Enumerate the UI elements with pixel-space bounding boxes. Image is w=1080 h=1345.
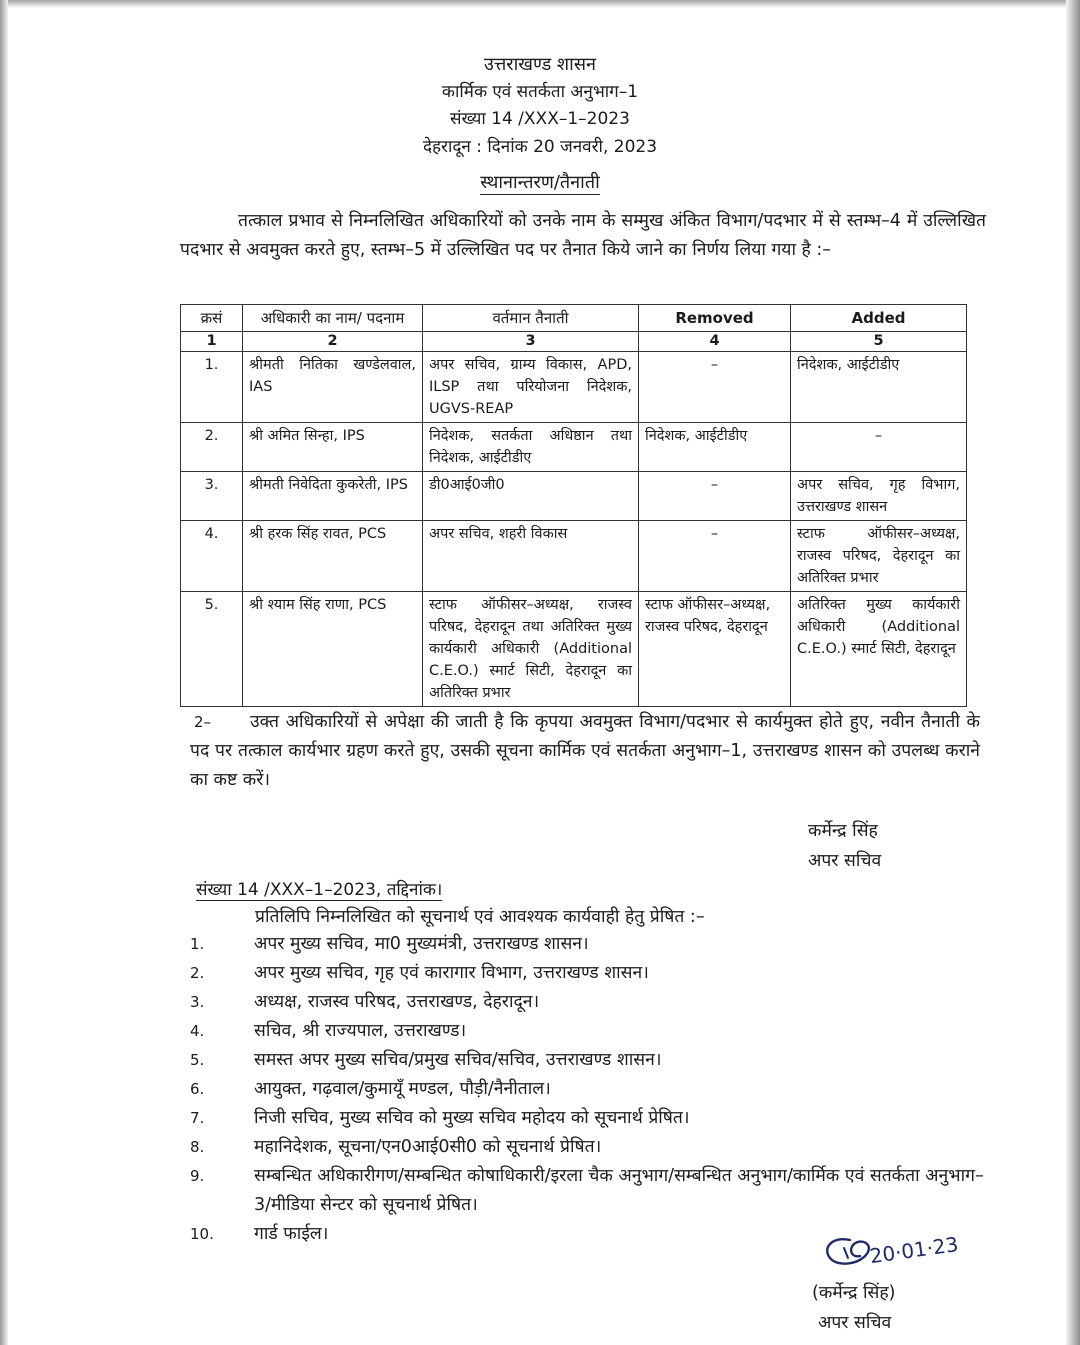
col-number: 4 bbox=[639, 332, 791, 352]
cell-officer-name: श्री हरक सिंह रावत, PCS bbox=[243, 521, 423, 592]
list-item-number: 7. bbox=[190, 1109, 205, 1127]
list-item bbox=[190, 959, 990, 988]
page-shadow-right bbox=[1066, 0, 1080, 1345]
cell-added: अतिरिक्त मुख्य कार्यकारी अधिकारी (Additional C.E.O.) स्मार्ट सिटी, देहरादून bbox=[791, 592, 967, 707]
paragraph-2-text: उक्त अधिकारियों से अपेक्षा की जाती है कि कृपया अवमुक्त विभाग/पदभार से कार्यमुक्त होते हुए, नवीन तैनाती के पद पर तत्काल कार्यभार ग्रहण करते हुए, उसकी सूचना कार्मिक एवं सतर्कता अनुभाग–1, उत्तराखण्ड शासन को उपलब्ध कराने का कष्ट करें। bbox=[190, 712, 980, 790]
cell-added: अपर सचिव, गृह विभाग, उत्तराखण्ड शासन bbox=[791, 472, 967, 521]
list-item bbox=[190, 988, 990, 1017]
cell-current-posting: अपर सचिव, ग्राम्य विकास, APD, ILSP तथा परियोजना निदेशक, UGVS-REAP bbox=[423, 352, 639, 423]
col-number: 3 bbox=[423, 332, 639, 352]
list-item-text: अपर मुख्य सचिव, गृह एवं कारागार विभाग, उत्तराखण्ड शासन। bbox=[254, 963, 649, 983]
col-number: 5 bbox=[791, 332, 967, 352]
list-item-text: महानिदेशक, सूचना/एन0आई0सी0 को सूचनार्थ प्रेषित। bbox=[254, 1137, 602, 1157]
list-item bbox=[190, 1133, 990, 1162]
list-item-number: 9. bbox=[190, 1167, 205, 1185]
list-item bbox=[190, 1104, 990, 1133]
copy-intro: प्रतिलिपि निम्नलिखित को सूचनार्थ एवं आवश्यक कार्यवाही हेतु प्रेषित :– bbox=[255, 907, 705, 927]
list-item-text: अध्यक्ष, राजस्व परिषद, उत्तराखण्ड, देहरादून। bbox=[254, 992, 540, 1012]
cell-current-posting: निदेशक, सतर्कता अधिष्ठान तथा निदेशक, आईटीडीए bbox=[423, 423, 639, 472]
cell-removed: – bbox=[639, 472, 791, 521]
list-item-text: सचिव, श्री राज्यपाल, उत्तराखण्ड। bbox=[254, 1021, 467, 1041]
table-row bbox=[181, 521, 967, 592]
cell-added: निदेशक, आईटीडीए bbox=[791, 352, 967, 423]
list-item-text: अपर मुख्य सचिव, मा0 मुख्यमंत्री, उत्तराखण्ड शासन। bbox=[254, 934, 589, 954]
copy-reference-text: संख्या 14 /XXX–1–2023, तद्दिनांक। bbox=[196, 880, 443, 900]
list-item-number: 3. bbox=[190, 993, 205, 1011]
cell-added: – bbox=[791, 423, 967, 472]
col-header-name: अधिकारी का नाम/ पदनाम bbox=[243, 305, 423, 332]
cell-added: स्टाफ ऑफीसर–अध्यक्ष, राजस्व परिषद, देहरादून का अतिरिक्त प्रभार bbox=[791, 521, 967, 592]
header-government: उत्तराखण्ड शासन bbox=[483, 54, 596, 75]
signatory-name-2: (कर्मेन्द्र सिंह) bbox=[812, 1283, 896, 1303]
table-row bbox=[181, 592, 967, 707]
col-header-added: Added bbox=[791, 305, 967, 332]
list-item-text: निजी सचिव, मुख्य सचिव को मुख्य सचिव महोदय को सूचनार्थ प्रेषित। bbox=[254, 1108, 690, 1128]
signatory-designation-2: अपर सचिव bbox=[818, 1313, 892, 1333]
posting-table bbox=[180, 304, 967, 707]
cell-sno: 2. bbox=[181, 423, 243, 472]
cell-sno: 1. bbox=[181, 352, 243, 423]
cell-officer-name: श्रीमती निवेदिता कुकरेती, IPS bbox=[243, 472, 423, 521]
cell-removed: – bbox=[639, 521, 791, 592]
cell-officer-name: श्री श्याम सिंह राणा, PCS bbox=[243, 592, 423, 707]
list-item-number: 6. bbox=[190, 1080, 205, 1098]
signatory-name: कर्मेन्द्र सिंह bbox=[808, 821, 878, 841]
page-shadow-top bbox=[0, 0, 1080, 8]
col-number: 1 bbox=[181, 332, 243, 352]
cell-removed: – bbox=[639, 352, 791, 423]
list-item bbox=[190, 1162, 990, 1220]
table-row bbox=[181, 352, 967, 423]
subject-text: स्थानान्तरण/तैनाती bbox=[480, 172, 600, 193]
cell-current-posting: डी0आई0जी0 bbox=[423, 472, 639, 521]
col-header-sno: क्रसं bbox=[181, 305, 243, 332]
intro-paragraph bbox=[180, 207, 986, 265]
list-item-number: 5. bbox=[190, 1051, 205, 1069]
cell-sno: 4. bbox=[181, 521, 243, 592]
page-shadow-left bbox=[0, 0, 8, 1345]
handwritten-date: 20·01·23 bbox=[868, 1232, 960, 1269]
list-item bbox=[190, 930, 990, 959]
list-item-number: 1. bbox=[190, 935, 205, 953]
signatory-designation: अपर सचिव bbox=[808, 851, 882, 871]
list-item-text: सम्बन्धित अधिकारीगण/सम्बन्धित कोषाधिकारी/इरला चैक अनुभाग/सम्बन्धित अनुभाग/कार्मिक एवं सतर्कता अनुभाग–3/मीडिया सेन्टर को सूचनार्थ प्रेषित। bbox=[254, 1166, 984, 1215]
list-item bbox=[190, 1046, 990, 1075]
table-number-row bbox=[181, 332, 967, 352]
list-item-number: 8. bbox=[190, 1138, 205, 1156]
list-item-text: गार्ड फाईल। bbox=[254, 1224, 329, 1244]
table-row bbox=[181, 472, 967, 521]
list-item-number: 4. bbox=[190, 1022, 205, 1040]
cell-officer-name: श्रीमती नितिका खण्डेलवाल, IAS bbox=[243, 352, 423, 423]
cell-officer-name: श्री अमित सिन्हा, IPS bbox=[243, 423, 423, 472]
list-item-number: 2. bbox=[190, 964, 205, 982]
cell-current-posting: अपर सचिव, शहरी विकास bbox=[423, 521, 639, 592]
copy-reference bbox=[196, 877, 442, 900]
table-header-row bbox=[181, 305, 967, 332]
col-number: 2 bbox=[243, 332, 423, 352]
list-item bbox=[190, 1075, 990, 1104]
list-item-number: 10. bbox=[190, 1225, 214, 1243]
col-header-removed: Removed bbox=[639, 305, 791, 332]
copy-list bbox=[190, 930, 990, 1249]
header-department: कार्मिक एवं सतर्कता अनुभाग–1 bbox=[441, 82, 639, 102]
col-header-current: वर्तमान तैनाती bbox=[423, 305, 639, 332]
signature-block-2 bbox=[812, 1278, 895, 1338]
paragraph-2 bbox=[190, 708, 980, 795]
cell-current-posting: स्टाफ ऑफीसर–अध्यक्ष, राजस्व परिषद, देहरादून तथा अतिरिक्त मुख्य कार्यकारी अधिकारी (Additional C.E.O.) स्मार्ट सिटी, देहरादून का अतिरिक्त प्रभार bbox=[423, 592, 639, 707]
table-row bbox=[181, 423, 967, 472]
subject-heading bbox=[0, 170, 1080, 194]
list-item-text: आयुक्त, गढ़वाल/कुमायूँ मण्डल, पौड़ी/नैनीताल। bbox=[254, 1079, 551, 1099]
header-order-number: संख्या 14 /XXX–1–2023 bbox=[450, 109, 630, 129]
paragraph-2-number: 2– bbox=[194, 713, 212, 731]
intro-text: तत्काल प्रभाव से निम्नलिखित अधिकारियों को उनके नाम के सम्मुख अंकित विभाग/पदभार में से स्तम्भ–4 में उल्लिखित पदभार से अवमुक्त करते हुए, स्तम्भ–5 में उल्लिखित पद पर तैनात किये जाने का निर्णय लिया गया है :– bbox=[180, 211, 986, 260]
header-date: देहरादून : दिनांक 20 जनवरी, 2023 bbox=[422, 137, 658, 157]
cell-sno: 5. bbox=[181, 592, 243, 707]
cell-removed: निदेशक, आईटीडीए bbox=[639, 423, 791, 472]
cell-removed: स्टाफ ऑफीसर–अध्यक्ष, राजस्व परिषद, देहरादून bbox=[639, 592, 791, 707]
handwritten-initials-icon bbox=[818, 1218, 978, 1278]
signature-block bbox=[808, 816, 881, 876]
list-item-text: समस्त अपर मुख्य सचिव/प्रमुख सचिव/सचिव, उत्तराखण्ड शासन। bbox=[254, 1050, 662, 1070]
list-item bbox=[190, 1017, 990, 1046]
cell-sno: 3. bbox=[181, 472, 243, 521]
